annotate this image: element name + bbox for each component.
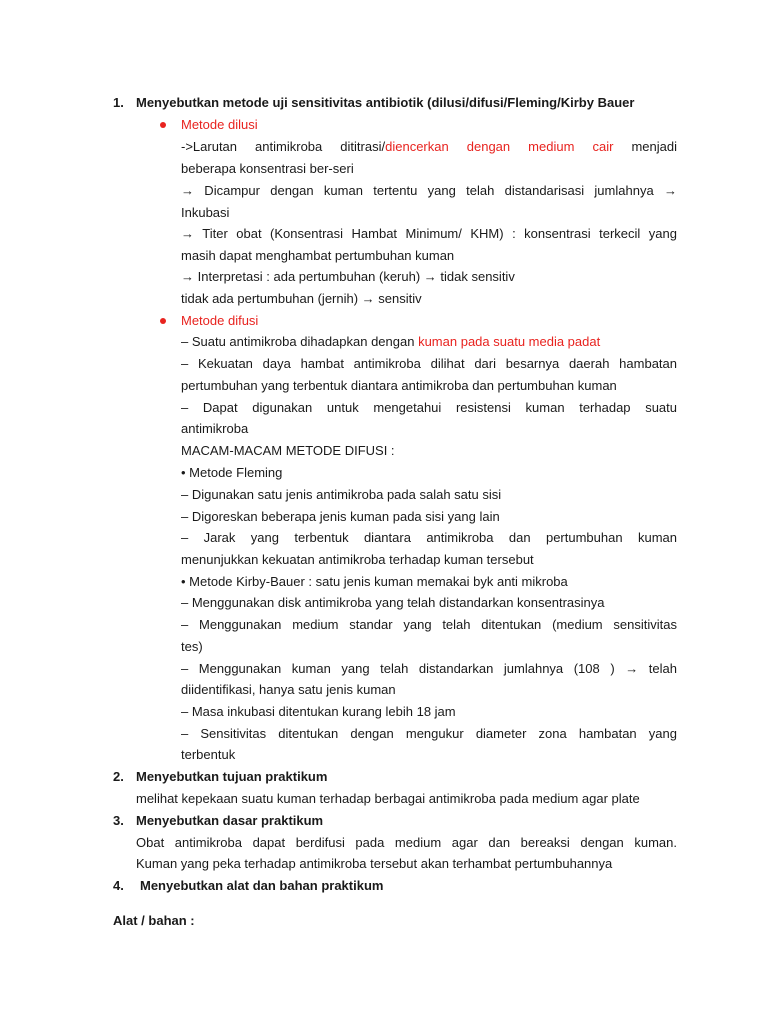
section-3-line-1: Obat antimikroba dapat berdifusi pada medium agar dan bereaksi dengan kuman.: [136, 835, 677, 850]
dilusi-line-7: → Interpretasi : ada pertumbuhan (keruh) → tidak sensitiv: [181, 269, 515, 284]
difusi-line-1: – Suatu antimikroba dihadapkan dengan kuman pada suatu media padat: [181, 334, 601, 349]
bullet-dot-icon: [160, 318, 166, 324]
section-3-number: 3.: [113, 813, 124, 828]
metode-difusi-title: Metode difusi: [181, 313, 259, 328]
difusi-line-19: – Sensitivitas ditentukan dengan mengukur diameter zona hambatan yang: [181, 726, 677, 741]
difusi-line-17: diidentifikasi, hanya satu jenis kuman: [181, 682, 396, 697]
dilusi-line-8: tidak ada pertumbuhan (jernih) → sensitiv: [181, 291, 422, 306]
difusi-line-3: pertumbuhan yang terbentuk diantara antimikroba dan pertumbuhan kuman: [181, 378, 617, 393]
section-3-heading: Menyebutkan dasar praktikum: [136, 813, 324, 828]
dilusi-line-4: Inkubasi: [181, 205, 230, 220]
section-4-number: 4.: [113, 878, 124, 893]
difusi-line-10: – Jarak yang terbentuk diantara antimikroba dan pertumbuhan kuman: [181, 530, 677, 545]
difusi-line-13: – Menggunakan disk antimikroba yang telah distandarkan konsentrasinya: [181, 595, 605, 610]
section-2-heading: Menyebutkan tujuan praktikum: [136, 769, 328, 784]
difusi-line-12: • Metode Kirby-Bauer : satu jenis kuman memakai byk anti mikroba: [181, 574, 568, 589]
dilusi-line-5: → Titer obat (Konsentrasi Hambat Minimum/ KHM) : konsentrasi terkecil yang: [181, 226, 677, 241]
section-4-heading: Menyebutkan alat dan bahan praktikum: [140, 878, 384, 893]
difusi-line-16: – Menggunakan kuman yang telah distandarkan jumlahnya (108 ) → telah: [181, 661, 677, 676]
section-2-text: melihat kepekaan suatu kuman terhadap berbagai antimikroba pada medium agar plate: [136, 791, 640, 806]
difusi-line-5: antimikroba: [181, 421, 249, 436]
dilusi-line-1: ->Larutan antimikroba dititrasi/diencerkan dengan medium cair menjadi: [181, 139, 677, 154]
difusi-line-15: tes): [181, 639, 203, 654]
difusi-line-8: – Digunakan satu jenis antimikroba pada salah satu sisi: [181, 487, 502, 502]
metode-dilusi-title: Metode dilusi: [181, 117, 258, 132]
difusi-line-4: – Dapat digunakan untuk mengetahui resistensi kuman terhadap suatu: [181, 400, 677, 415]
difusi-line-7: • Metode Fleming: [181, 465, 283, 480]
difusi-line-18: – Masa inkubasi ditentukan kurang lebih 18 jam: [181, 704, 456, 719]
section-1-heading: Menyebutkan metode uji sensitivitas antibiotik (dilusi/difusi/Fleming/Kirby Bauer: [136, 95, 635, 110]
alat-bahan-label: Alat / bahan :: [113, 913, 195, 928]
section-3-line-2: Kuman yang peka terhadap antimikroba tersebut akan terhambat pertumbuhannya: [136, 856, 613, 871]
difusi-line-9: – Digoreskan beberapa jenis kuman pada sisi yang lain: [181, 509, 500, 524]
dilusi-line-3: → Dicampur dengan kuman tertentu yang telah distandarisasi jumlahnya →: [181, 183, 677, 198]
bullet-dot-icon: [160, 122, 166, 128]
dilusi-line-2: beberapa konsentrasi ber-seri: [181, 161, 354, 176]
section-1-number: 1.: [113, 95, 124, 110]
difusi-line-20: terbentuk: [181, 747, 236, 762]
section-2-number: 2.: [113, 769, 124, 784]
difusi-line-6: MACAM-MACAM METODE DIFUSI :: [181, 443, 395, 458]
difusi-line-2: – Kekuatan daya hambat antimikroba dilihat dari besarnya daerah hambatan: [181, 356, 677, 371]
dilusi-line-6: masih dapat menghambat pertumbuhan kuman: [181, 248, 455, 263]
difusi-line-11: menunjukkan kekuatan antimikroba terhadap kuman tersebut: [181, 552, 534, 567]
difusi-line-14: – Menggunakan medium standar yang telah ditentukan (medium sensitivitas: [181, 617, 677, 632]
